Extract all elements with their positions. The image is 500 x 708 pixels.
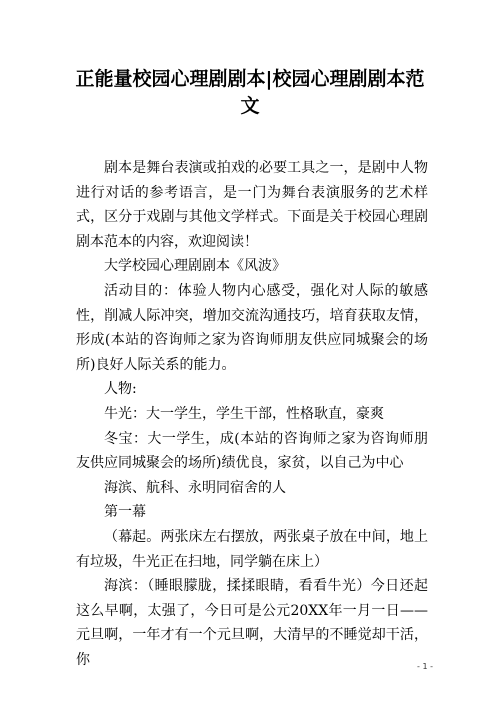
character-niuguang: 牛光：大一学生，学生干部，性格耿直，豪爽 xyxy=(104,405,384,422)
document-title: 正能量校园心理剧剧本|校园心理剧剧本范文 xyxy=(75,68,425,117)
page-number: - 1 - xyxy=(417,662,433,671)
intro-paragraph: 剧本是舞台表演或拍戏的必要工具之一，是剧中人物进行对话的参考语言，是一门为舞台表演服务的艺术样式，区分于戏剧与其他文学样式。下面是关于校园心理剧剧本范本的内容，欢迎阅读！ xyxy=(76,160,428,250)
document-body xyxy=(76,156,428,672)
characters-heading: 人物: xyxy=(104,381,137,398)
script-title-paragraph: 大学校园心理剧剧本《风波》 xyxy=(104,258,286,275)
character-roommates: 海滨、航科、永明同宿舍的人 xyxy=(104,479,286,496)
dialogue-paragraph: 海滨：（睡眼朦胧，揉揉眼睛，看看牛光）今日还起这么早啊，太强了，今日可是公元20XX年一月一日——元旦啊，一年才有一个元旦啊，大清早的不睡觉却干活，你 xyxy=(76,578,428,668)
act-heading: 第一幕 xyxy=(104,504,146,521)
character-dongbao: 冬宝：大一学生，成(本站的咨询师之家为咨询师朋友供应同城聚会的场所)绩优良，家贫，以自己为中心 xyxy=(76,430,428,472)
stage-direction-paragraph: （幕起。两张床左右摆放，两张桌子放在中间，地上有垃圾，牛光正在扫地，同学躺在床上） xyxy=(76,528,428,570)
activity-purpose-paragraph: 活动目的：体验人物内心感受，强化对人际的敏感性，削减人际冲突，增加交流沟通技巧，培育获取友情，形成(本站的咨询师之家为咨询师朋友供应同城聚会的场所)良好人际关系的能力。 xyxy=(76,282,428,373)
